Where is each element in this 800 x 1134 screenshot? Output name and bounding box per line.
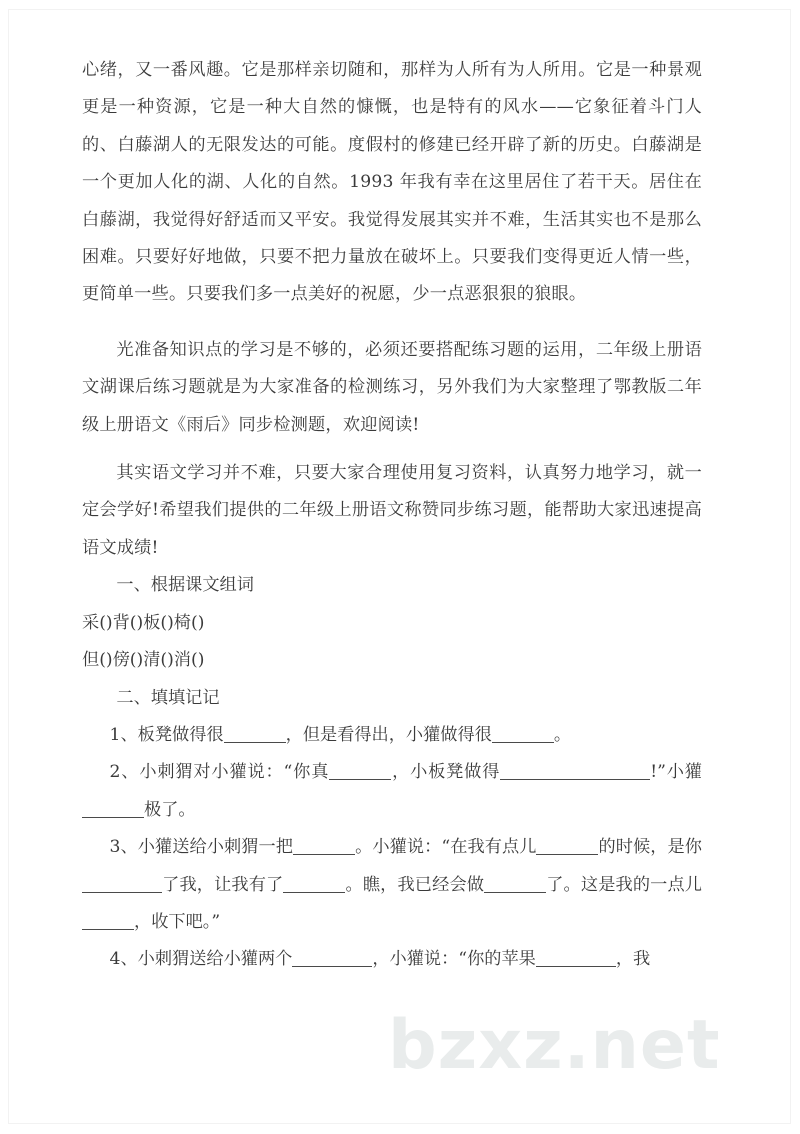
- question-4-text-a: 小刺猬送给小獾两个: [137, 949, 293, 970]
- question-2-text-d: 极了。: [144, 799, 196, 820]
- question-2-text-c: !”小獾: [650, 762, 702, 783]
- question-item-3: [82, 829, 702, 941]
- question-3-text-c: 的时候，是你: [598, 837, 702, 858]
- section-heading-2: 二、填填记记: [116, 687, 220, 708]
- answer-blank[interactable]: [224, 727, 286, 743]
- question-3-text-e: 。瞧，我已经会做: [345, 874, 485, 895]
- question-item-4: [82, 941, 702, 978]
- answer-blank[interactable]: [82, 914, 134, 930]
- question-3-text-f: 了。这是我的一点儿: [546, 874, 702, 895]
- body-paragraph-1: 心绪，又一番风趣。它是那样亲切随和，那样为人所有为人所用。它是一种景观更是一种资源，它是一种大自然的慷慨，也是特有的风水——它象征着斗门人的、白藤湖人的无限发达的可能。度假村的修建已经开辟了新的历史。白藤湖是一个更加人化的湖、人化的自然。1993 年我有幸在这里居住了若干天。居住在白藤湖，我觉得好舒适而又平安。我觉得发展其实并不难，生活其实也不是那么困难。只要好好地做，只要不把力量放在破坏上。只要我们变得更近人情一些，更简单一些。只要我们多一点美好的祝愿，少一点恶狠狠的狼眼。: [82, 60, 702, 305]
- answer-blank[interactable]: [536, 951, 616, 967]
- answer-blank[interactable]: [484, 877, 546, 893]
- answer-blank[interactable]: [492, 727, 554, 743]
- word-group-line-1: 采()背()板()椅(): [82, 612, 205, 633]
- question-3-text-a: 小獾送给小刺猬一把: [137, 837, 294, 858]
- body-paragraph-2: 光准备知识点的学习是不够的，必须还要搭配练习题的运用，二年级上册语文湖课后练习题就是为大家准备的检测练习，另外我们为大家整理了鄂教版二年级上册语文《雨后》同步检测题，欢迎阅读!: [82, 339, 702, 435]
- watermark-bzxz-net: bzxz.net: [388, 1006, 721, 1085]
- question-2-number: 2、: [109, 762, 140, 783]
- question-4-number: 4、: [109, 949, 138, 970]
- question-1-number: 1、: [109, 724, 138, 745]
- question-item-1: [82, 717, 702, 754]
- question-1-text-b: ，但是看得出，小獾做得很: [285, 724, 492, 745]
- section-heading-1: 一、根据课文组词: [116, 575, 254, 596]
- question-1-text-c: 。: [553, 724, 572, 745]
- answer-blank[interactable]: [292, 951, 372, 967]
- word-group-line-2: 但()傍()清()消(): [82, 650, 205, 671]
- question-3-number: 3、: [109, 837, 138, 858]
- answer-blank[interactable]: [293, 839, 355, 855]
- question-4-text-c: ，我: [615, 949, 651, 970]
- answer-blank[interactable]: [536, 839, 598, 855]
- question-4-text-b: ，小獾说：“你的苹果: [372, 949, 536, 970]
- question-3-text-g: ，收下吧。”: [134, 911, 221, 932]
- answer-blank[interactable]: [329, 764, 391, 780]
- body-paragraph-3: 其实语文学习并不难，只要大家合理使用复习资料，认真努力地学习，就一定会学好!希望我们提供的二年级上册语文称赞同步练习题，能帮助大家迅速提高语文成绩!: [82, 463, 702, 558]
- question-item-2: [82, 754, 702, 829]
- answer-blank[interactable]: [283, 877, 345, 893]
- question-2-text-a: 小刺猬对小獾说：“你真: [139, 762, 330, 783]
- answer-blank[interactable]: [500, 764, 650, 780]
- question-2-text-b: ，小板凳做得: [391, 762, 501, 783]
- question-3-text-b: 。小獾说：“在我有点儿: [355, 837, 537, 858]
- question-3-text-d: 了我，让我有了: [162, 874, 284, 895]
- answer-blank[interactable]: [82, 877, 162, 893]
- question-1-text-a: 板凳做得很: [137, 724, 224, 745]
- document-content: [82, 52, 702, 979]
- answer-blank[interactable]: [82, 802, 144, 818]
